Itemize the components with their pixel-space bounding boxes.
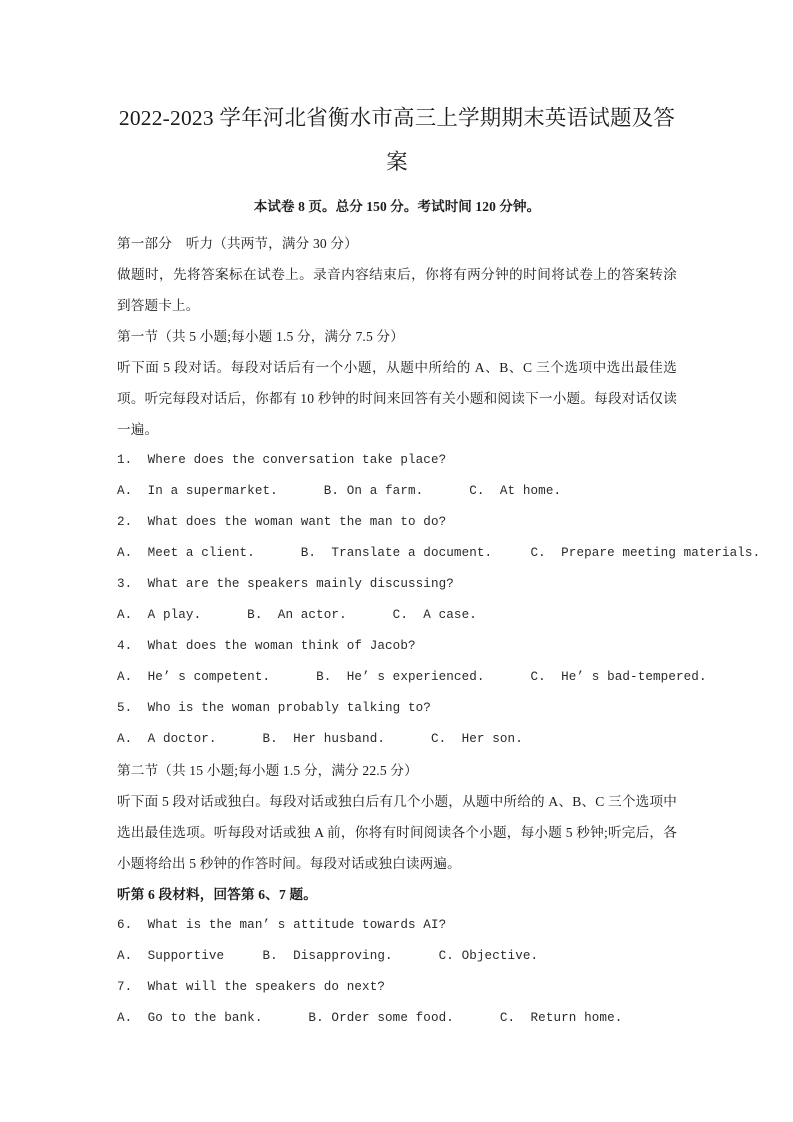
question-stem: 3. What are the speakers mainly discussing? (117, 577, 454, 591)
exam-info-line: 本试卷 8 页。总分 150 分。考试时间 120 分钟。 (253, 199, 541, 214)
question-stem: 7. What will the speakers do next? (117, 980, 386, 994)
section-one-instruction: 听下面 5 段对话。每段对话后有一个小题，从题中所给的 A、B、C 三个选项中选出最佳选项。听完每段对话后，你都有 10 秒钟的时间来回答有关小题和阅读下一小题。每段对话仅读一遍。 (117, 360, 677, 437)
question-options: A. He’ s competent. B. He’ s experienced. C. He’ s bad-tempered. (117, 670, 707, 684)
question-item (117, 445, 677, 507)
question-item (117, 910, 677, 972)
question-item (117, 569, 677, 631)
section-two-heading: 第二节（共 15 小题;每小题 1.5 分，满分 22.5 分） (117, 763, 418, 778)
part-one-instruction: 做题时，先将答案标在试卷上。录音内容结束后，你将有两分钟的时间将试卷上的答案转涂到答题卡上。 (117, 267, 677, 313)
page-title: 2022-2023 学年河北省衡水市高三上学期期末英语试题及答案 (118, 106, 676, 174)
question-options: A. Go to the bank. B. Order some food. C. Return home. (117, 1011, 623, 1025)
listening-material-heading: 听第 6 段材料，回答第 6、7 题。 (117, 887, 317, 902)
document-content (117, 96, 761, 1034)
question-stem: 1. Where does the conversation take place? (117, 453, 447, 467)
question-stem: 5. Who is the woman probably talking to? (117, 701, 431, 715)
question-stem: 2. What does the woman want the man to do? (117, 515, 447, 529)
question-options: A. A doctor. B. Her husband. C. Her son. (117, 732, 523, 746)
section-one-heading: 第一节（共 5 小题;每小题 1.5 分，满分 7.5 分） (117, 329, 404, 344)
question-item (117, 972, 677, 1034)
question-item (117, 693, 677, 755)
question-options: A. Meet a client. B. Translate a document. C. Prepare meeting materials. (117, 546, 761, 560)
question-options: A. A play. B. An actor. C. A case. (117, 608, 477, 622)
question-item (117, 631, 707, 693)
question-stem: 6. What is the man’ s attitude towards AI? (117, 918, 447, 932)
section-two-instruction: 听下面 5 段对话或独白。每段对话或独白后有几个小题，从题中所给的 A、B、C 三个选项中选出最佳选项。听每段对话或独 A 前，你将有时间阅读各个小题，每小题 5 秒钟;听完后，各小题将给出 5 秒钟的作答时间。每段对话或独白读两遍。 (117, 794, 677, 871)
part-one-heading: 第一部分 听力（共两节，满分 30 分） (117, 236, 358, 251)
question-item (117, 507, 761, 569)
question-stem: 4. What does the woman think of Jacob? (117, 639, 416, 653)
question-options: A. In a supermarket. B. On a farm. C. At home. (117, 484, 562, 498)
question-options: A. Supportive B. Disapproving. C. Objective. (117, 949, 539, 963)
